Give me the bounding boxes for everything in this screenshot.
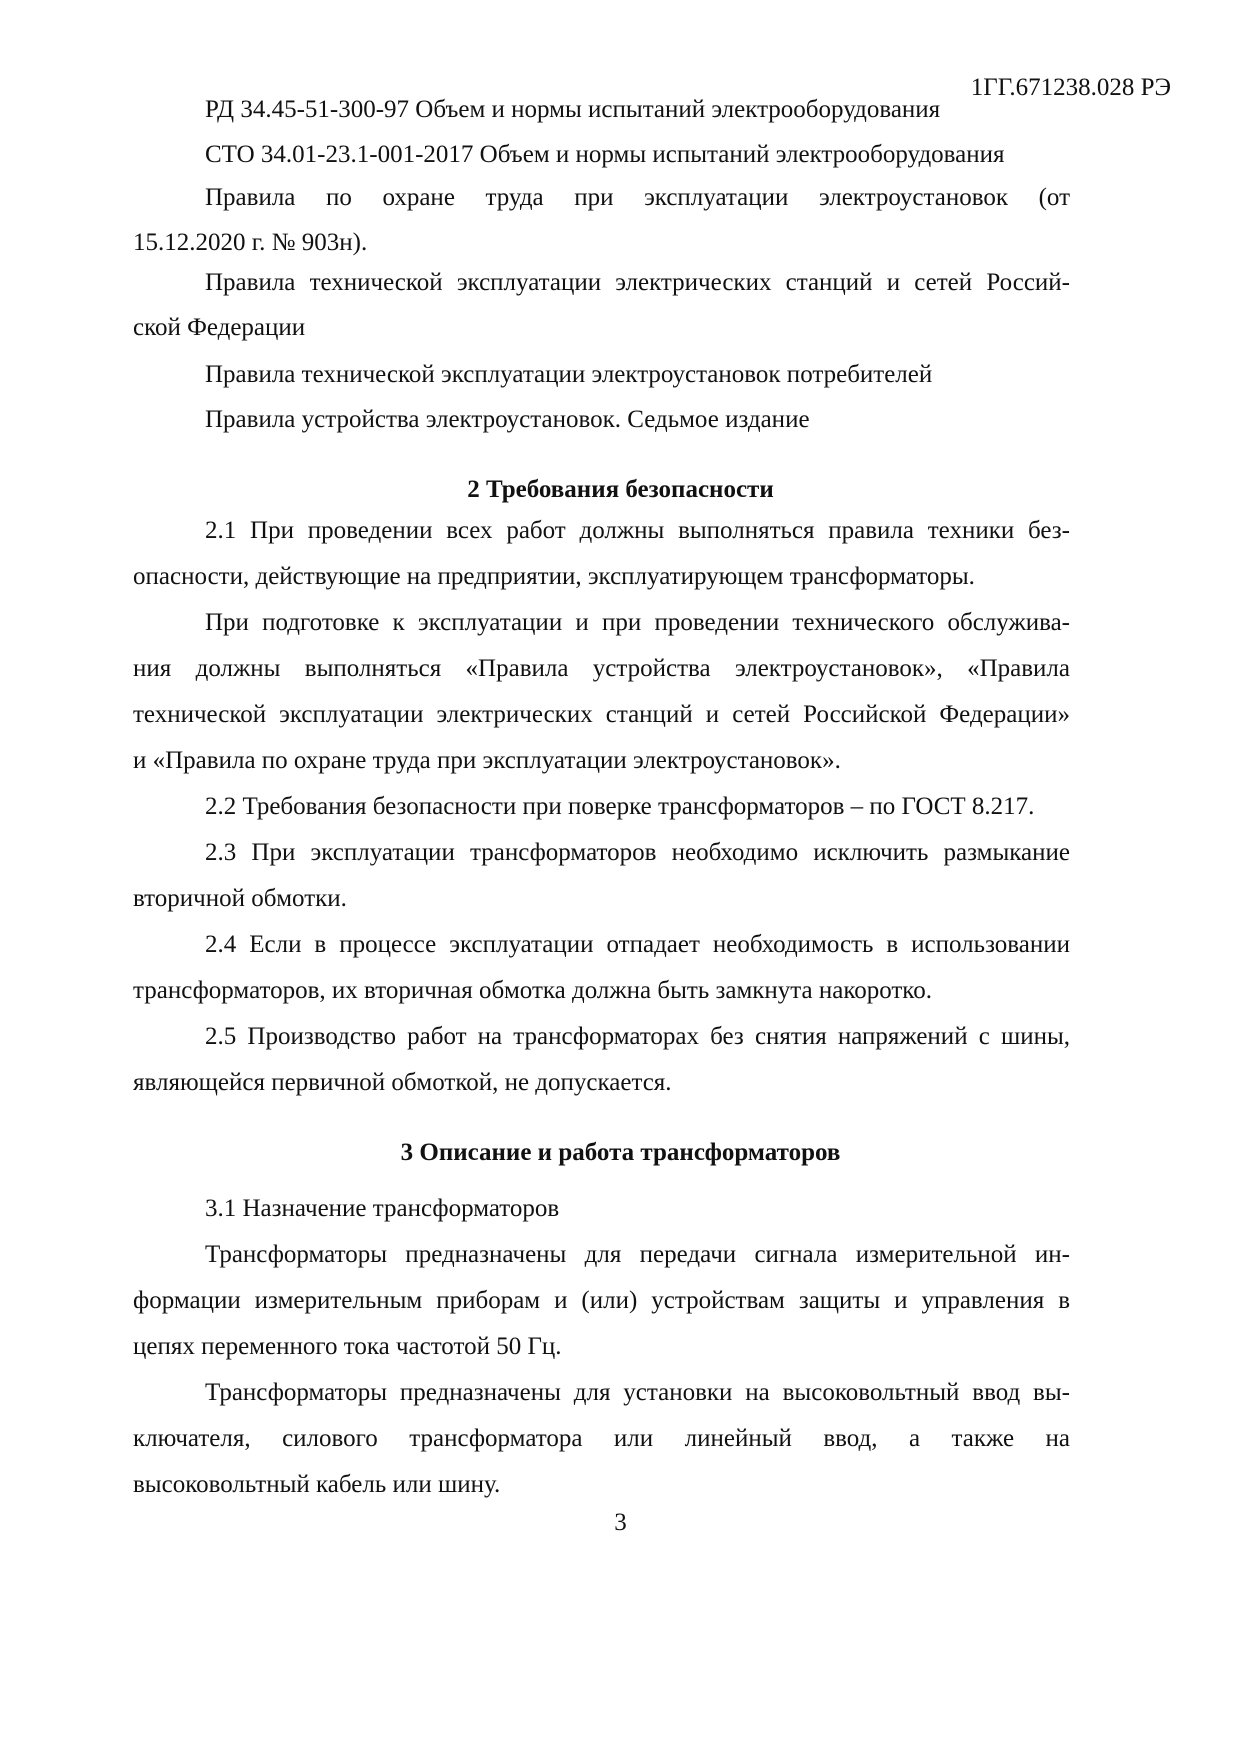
reference-installation-rules: Правила устройства электроустановок. Седьмое издание xyxy=(205,406,810,433)
paragraph-2-1-line2: опасности, действующие на предприятии, эксплуатирующем трансформаторы. xyxy=(133,563,975,590)
paragraph-2-1b-line3: технической эксплуатации электрических станций и сетей Российской Федерации» xyxy=(133,701,1070,728)
paragraph-3-1b-line1: Трансформаторы предназначены для установки на высоковольтный ввод вы- xyxy=(205,1379,1070,1406)
paragraph-2-1b-line2: ния должны выполняться «Правила устройства электроустановок», «Правила xyxy=(133,655,1070,682)
reference-sto: СТО 34.01-23.1-001-2017 Объем и нормы испытаний электрооборудования xyxy=(205,141,1005,168)
paragraph-2-1b-line1: При подготовке к эксплуатации и при проведении технического обслужива- xyxy=(205,609,1070,636)
subsection-3-1-title: 3.1 Назначение трансформаторов xyxy=(205,1195,560,1222)
paragraph-3-1-line2: формации измерительным приборам и (или) устройствам защиты и управления в xyxy=(133,1287,1070,1314)
reference-power-stations-line2: ской Федерации xyxy=(133,314,306,341)
paragraph-2-1-line1: 2.1 При проведении всех работ должны выполняться правила техники без- xyxy=(205,517,1070,544)
paragraph-2-1b-line4: и «Правила по охране труда при эксплуатации электроустановок». xyxy=(133,747,841,774)
section-2-heading: 2 Требования безопасности xyxy=(467,476,774,503)
document-code: 1ГГ.671238.028 РЭ xyxy=(970,74,1171,101)
paragraph-3-1b-line3: высоковольтный кабель или шину. xyxy=(133,1471,501,1498)
paragraph-2-4-line1: 2.4 Если в процессе эксплуатации отпадает необходимость в использовании xyxy=(205,931,1070,958)
page-number: 3 xyxy=(614,1509,627,1536)
paragraph-2-5-line1: 2.5 Производство работ на трансформаторах без снятия напряжений с шины, xyxy=(205,1023,1070,1050)
reference-labor-safety-line2: 15.12.2020 г. № 903н). xyxy=(133,229,368,256)
reference-labor-safety-line1: Правила по охране труда при эксплуатации электроустановок (от xyxy=(205,184,1070,211)
paragraph-3-1-line1: Трансформаторы предназначены для передачи сигнала измерительной ин- xyxy=(205,1241,1070,1268)
reference-power-stations-line1: Правила технической эксплуатации электрических станций и сетей Россий- xyxy=(205,269,1070,296)
paragraph-2-3-line1: 2.3 При эксплуатации трансформаторов необходимо исключить размыкание xyxy=(205,839,1070,866)
section-3-heading: 3 Описание и работа трансформаторов xyxy=(400,1139,841,1166)
paragraph-2-2: 2.2 Требования безопасности при поверке трансформаторов – по ГОСТ 8.217. xyxy=(205,793,1035,820)
paragraph-2-4-line2: трансформаторов, их вторичная обмотка должна быть замкнута накоротко. xyxy=(133,977,932,1004)
reference-consumer-installations: Правила технической эксплуатации электроустановок потребителей xyxy=(205,361,933,388)
paragraph-3-1b-line2: ключателя, силового трансформатора или линейный ввод, а также на xyxy=(133,1425,1070,1452)
paragraph-3-1-line3: цепях переменного тока частотой 50 Гц. xyxy=(133,1333,562,1360)
reference-rd: РД 34.45-51-300-97 Объем и нормы испытаний электрооборудования xyxy=(205,96,941,123)
paragraph-2-3-line2: вторичной обмотки. xyxy=(133,885,347,912)
paragraph-2-5-line2: являющейся первичной обмоткой, не допускается. xyxy=(133,1069,672,1096)
